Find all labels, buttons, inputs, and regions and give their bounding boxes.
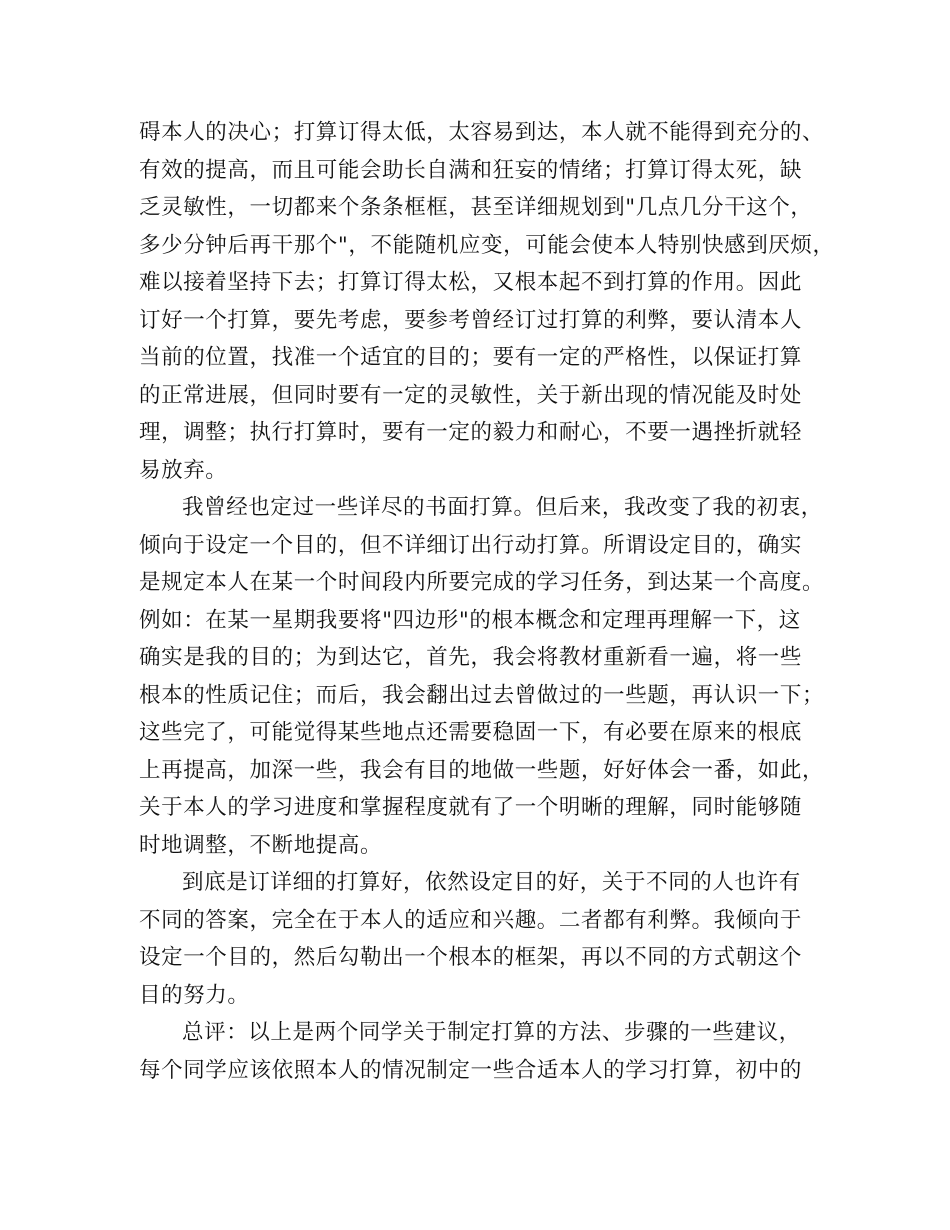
text-line: 不同的答案，完全在于本人的适应和兴趣。二者都有利弊。我倾向于 xyxy=(139,907,803,933)
text-line: 这些完了，可能觉得某些地点还需要稳固一下，有必要在原来的根底 xyxy=(139,720,803,745)
text-line: 当前的位置，找准一个适宜的目的；要有一定的严格性，以保证打算 xyxy=(139,345,803,370)
text-line: 根本的性质记住；而后，我会翻出过去曾做过的一些题，再认识一下； xyxy=(139,682,825,708)
paragraph-first-line: 到底是订详细的打算好，依然设定目的好，关于不同的人也许有 xyxy=(182,870,801,895)
text-line: 的正常进展，但同时要有一定的灵敏性，关于新出现的情况能及时处 xyxy=(139,382,803,408)
text-line: 上再提高，加深一些，我会有目的地做一些题，好好体会一番，如此， xyxy=(139,757,825,783)
text-line: 每个同学应该依照本人的情况制定一些合适本人的学习打算，初中的 xyxy=(139,1057,803,1083)
text-line: 碍本人的决心；打算订得太低，太容易到达，本人就不能得到充分的、 xyxy=(139,120,825,145)
text-line: 关于本人的学习进度和掌握程度就有了一个明晰的理解，同时能够随 xyxy=(139,795,803,820)
text-line: 易放弃。 xyxy=(139,457,228,483)
body-text xyxy=(139,114,835,1089)
paragraph-first-line: 总评：以上是两个同学关于制定打算的方法、步骤的一些建议， xyxy=(182,1020,801,1045)
paragraph-first-line: 我曾经也定过一些详尽的书面打算。但后来，我改变了我的初衷， xyxy=(182,495,823,520)
text-line: 多少分钟后再干那个"，不能随机应变，可能会使本人特别快感到厌烦， xyxy=(139,232,835,258)
text-line: 设定一个目的，然后勾勒出一个根本的框架，再以不同的方式朝这个 xyxy=(139,945,803,970)
text-line: 乏灵敏性，一切都来个条条框框，甚至详细规划到"几点几分干这个， xyxy=(139,195,813,220)
text-line: 订好一个打算，要先考虑，要参考曾经订过打算的利弊，要认清本人 xyxy=(139,307,803,333)
text-line: 理，调整；执行打算时，要有一定的毅力和耐心，不要一遇挫折就轻 xyxy=(139,420,803,445)
text-line: 确实是我的目的；为到达它，首先，我会将教材重新看一遍，将一些 xyxy=(139,645,803,670)
text-line: 难以接着坚持下去；打算订得太松，又根本起不到打算的作用。因此 xyxy=(139,270,803,295)
text-line: 有效的提高，而且可能会助长自满和狂妄的情绪；打算订得太死，缺 xyxy=(139,157,803,183)
text-line: 时地调整，不断地提高。 xyxy=(139,832,383,858)
text-line: 是规定本人在某一个时间段内所要完成的学习任务，到达某一个高度。 xyxy=(139,570,825,595)
text-line: 目的努力。 xyxy=(139,982,250,1008)
text-line: 例如：在某一星期我要将"四边形"的根本概念和定理再理解一下，这 xyxy=(139,607,801,633)
text-line: 倾向于设定一个目的，但不详细订出行动打算。所谓设定目的，确实 xyxy=(139,532,803,558)
